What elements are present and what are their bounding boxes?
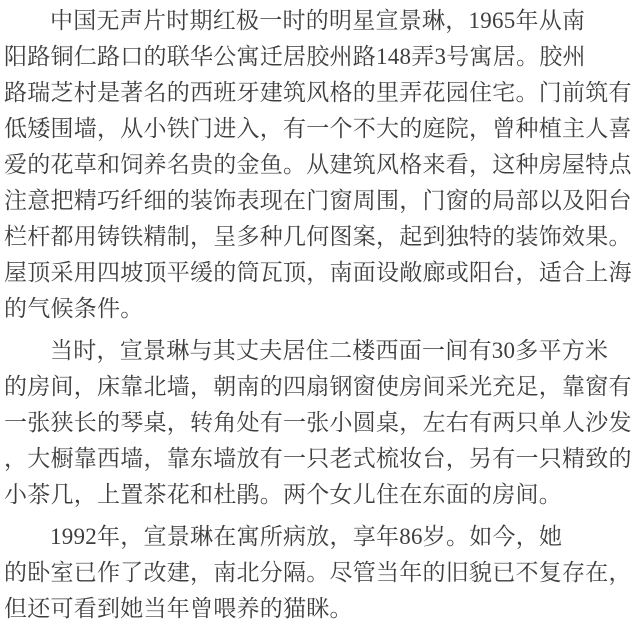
text-line: 屋顶采用四坡顶平缓的筒瓦顶，南面设敞廊或阳台，适合上海: [4, 260, 632, 285]
text-line: 1992年，宣景琳在寓所病放，享年86岁。如今，她: [50, 524, 563, 549]
paragraph: [4, 519, 638, 627]
text-line: 爱的花草和饲养名贵的金鱼。从建筑风格来看，这种房屋特点: [4, 152, 632, 177]
text-line: 小茶几，上置茶花和杜鹃。两个女儿住在东面的房间。: [4, 482, 562, 507]
text-line: ，大橱靠西墙，靠东墙放有一只老式梳妆台，另有一只精致的: [4, 446, 632, 471]
text-line: 中国无声片时期红极一时的明星宣景琳，1965年从南: [50, 8, 586, 33]
text-line: 但还可看到她当年曾喂养的猫眯。: [4, 596, 353, 621]
text-line: 的气候条件。: [4, 296, 144, 321]
text-line: 路瑞芝村是著名的西班牙建筑风格的里弄花园住宅。门前筑有: [4, 80, 632, 105]
text-line: 栏杆都用铸铁精制，呈多种几何图案，起到独特的装饰效果。: [4, 224, 632, 249]
text-line: 当时，宣景琳与其丈夫居住二楼西面一间有30多平方米: [50, 338, 609, 363]
text-line: 的房间，床靠北墙，朝南的四扇钢窗使房间采光充足，靠窗有: [4, 374, 632, 399]
text-line: 注意把精巧纤细的装饰表现在门窗周围，门窗的局部以及阳台: [4, 188, 632, 213]
text-line: 的卧室已作了改建，南北分隔。尽管当年的旧貌已不复存在，: [4, 560, 632, 585]
paragraph: [4, 333, 638, 513]
text-line: 低矮围墙，从小铁门进入，有一个不大的庭院，曾种植主人喜: [4, 116, 632, 141]
text-line: 一张狭长的琴桌，转角处有一张小圆桌，左右有两只单人沙发: [4, 410, 632, 435]
paragraph: [4, 3, 638, 327]
text-line: 阳路铜仁路口的联华公寓迁居胶州路148弄3号寓居。胶州: [4, 44, 586, 69]
